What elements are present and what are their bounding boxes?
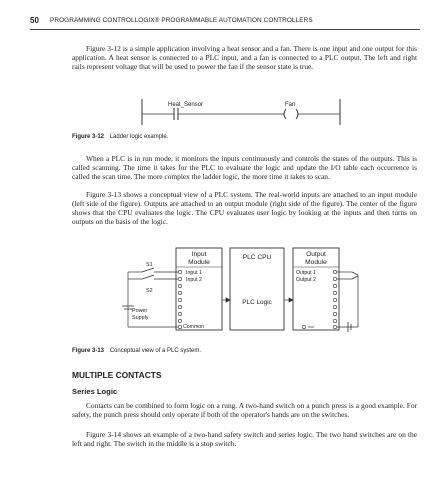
- common-label: Common: [183, 324, 205, 330]
- figure-3-13-caption-text: Conceptual view of a PLC system.: [109, 348, 202, 354]
- switch-s2-label: S2: [146, 288, 153, 294]
- switch-s1-label: S1: [146, 262, 153, 268]
- running-title: PROGRAMMING CONTROLLOGIX® PROGRAMMABLE AUTOMATION CONTROLLERS: [50, 17, 313, 24]
- body-paragraph-1: Figure 3-12 is a simple application involving a heat sensor and a fan. There is one input and one output for this application. A heat sensor is connected to a PLC input, and a fan is connected to a PLC output. The left and right rails represent voltage that will be used to power the fan if the sensor state is true.: [72, 44, 417, 71]
- body-paragraph-3: Figure 3-13 shows a conceptual view of a PLC system. The real-world inputs are attached to an input module (left side of the figure). Outputs are attached to an output module (right side of the figure). The center of the figure shows that the CPU evaluates the logic. The CPU evaluates user logic by looking at the inputs and then turns on outputs on the basis of the logic.: [72, 190, 417, 226]
- page-number: 50: [30, 16, 39, 25]
- output-2-label: Output 2: [296, 277, 316, 283]
- ladder-logic-figure: [140, 97, 345, 127]
- figure-3-13-caption: [72, 348, 201, 354]
- output-1-label: Output 1: [296, 270, 316, 276]
- subsection-heading-series-logic: Series Logic: [72, 387, 118, 396]
- input-2-label: Input 2: [186, 277, 202, 283]
- figure-3-13-caption-label: Figure 3-13: [72, 348, 105, 354]
- output-module-title-1: Output: [306, 251, 326, 258]
- plc-system-figure: [118, 246, 368, 341]
- fan-label: Fan: [285, 102, 296, 108]
- fan-coil: [284, 109, 298, 119]
- figure-3-12-caption: [72, 134, 168, 140]
- running-header: [30, 15, 420, 30]
- plc-logic-label: PLC Logic: [242, 299, 272, 306]
- power-supply-label-1: Power: [132, 308, 148, 314]
- body-paragraph-5: Figure 3-14 shows an example of a two-hand safety switch and series logic. The two hand switches are on the left and right. The switch in the middle is a stop switch.: [72, 430, 417, 448]
- input-module-title-1: Input: [191, 251, 207, 258]
- body-paragraph-2: When a PLC is in run mode, it monitors the inputs continuously and controls the states of the outputs. This is called scanning. The time it takes for the PLC to evaluate the logic and update the I/O table each occurrence is called the scan time. The more complex the ladder logic, the more time it takes to scan.: [72, 154, 417, 181]
- output-module-title-2: Module: [305, 259, 327, 266]
- body-paragraph-4: Contacts can be combined to form logic on a rung. A two-hand switch on a punch press is a good example. For safety, the punch press should only operate if both of the operator's hands are on the switches.: [72, 401, 417, 419]
- heat-sensor-label: Heat_Sensor: [168, 102, 204, 108]
- input-module-title-2: Module: [188, 259, 210, 266]
- plc-cpu-label: PLC CPU: [242, 254, 272, 261]
- figure-3-12-caption-label: Figure 3-12: [72, 134, 105, 140]
- power-supply-label-2: Supply: [132, 315, 149, 321]
- arrow-cpu-to-output: [284, 298, 293, 302]
- output-common-terminal: [302, 325, 305, 328]
- input-1-label: Input 1: [186, 270, 202, 276]
- arrow-input-to-cpu: [222, 298, 230, 302]
- figure-3-12-caption-text: Ladder logic example.: [109, 134, 169, 140]
- input-terminals: [178, 270, 181, 328]
- heat-sensor-contact: [174, 108, 178, 120]
- output-terminals: [333, 270, 336, 328]
- section-heading-multiple-contacts: MULTIPLE CONTACTS: [72, 370, 162, 380]
